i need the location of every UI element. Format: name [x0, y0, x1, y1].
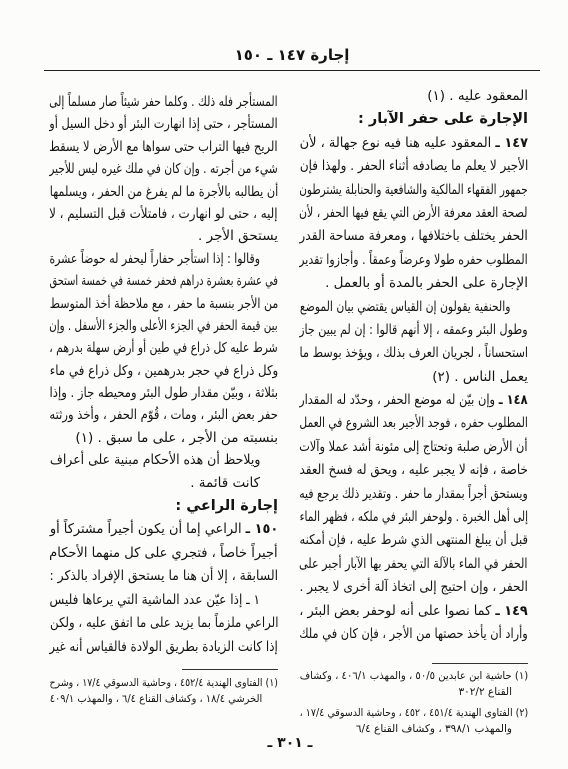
text-line: وأراد أن يأخذ حصتها من الأجر ، فإن كان في ملك	[299, 625, 528, 642]
text-line: لصحة العقد معرفة الأرض التي يقع فيها الحفر ، لأن	[299, 204, 528, 221]
text-line: وكل ذراع في حجر بدرهمين ، وكل ذراع في ماء	[49, 362, 278, 379]
section-number: ١٤٧ ـ	[495, 134, 528, 151]
text-line: الريح فيها التراب حتى سواها مع الأرض لا يسقط	[49, 138, 278, 155]
text-line: قبل أن يبلغ المنتهى الذي شرط عليه ، فإن أمكنه	[299, 532, 528, 549]
text-line: بين قيمة الحفر في الجزء الأعلى والجزء الأسفل . وإن	[49, 317, 278, 334]
text-line: والحنفية يقولون إن القياس يقتضي بيان الموضع	[299, 298, 510, 315]
text-line: السابقة ، إلا أن هنا ما يستحق الإفراد بالذكر :	[49, 568, 278, 585]
footnote-line: (٢) الفتاوى الهندية ٤٥١/٤ ، ٤٥٢ ، وحاشية الدسوقي ١٧/٤ ،	[299, 707, 528, 719]
right-column	[299, 85, 528, 646]
left-column	[49, 91, 278, 494]
text-line: ويلاحظ أن هذه الأحكام مبنية على أعراف	[49, 452, 260, 469]
text-line: إلى أهل الخبرة . ولوحفر البئر في ملكه ، فظهر الماء	[299, 509, 528, 526]
text-line: شيء من أجرته . وإن كان في ملك غيره ليس للأجير	[49, 161, 278, 178]
section-number: ١٤٩ ـ	[495, 602, 528, 619]
text-line: خاصة ، فإنه لا يجبر عليه ، ويحق له فسخ العقد	[299, 462, 528, 479]
text-line: وطول البئر وعمقه ، إلا أنهم قالوا : إن لم يبين جاز	[299, 321, 528, 338]
footnote-separator	[182, 669, 278, 670]
footnote	[299, 668, 528, 700]
footnote	[299, 705, 528, 737]
text-line: جمهور الفقهاء المالكية والشافعية والحنابلة يشترطون	[299, 181, 528, 198]
text-line: كانت قائمة .	[190, 474, 260, 491]
section-number: ١٥٠ ـ	[245, 521, 278, 537]
text-line: الراعي ملزماً بما يزيد على ما اتفق عليه ، ولكن	[49, 615, 278, 632]
footnote-line: القناع ٣٠٢/٢	[458, 686, 512, 698]
footnote-line: (١) الفتاوى الهندية ٤٥٢/٤ ، وحاشية الدسوقي ١٧/٤ ، وشرح	[49, 677, 278, 689]
section-heading: إجارة الراعي :	[175, 498, 278, 514]
text-line: ويستحق أجراً بمقدار ما حفر . وتقدير ذلك يرجع فيه	[299, 485, 528, 502]
text-line: إذا كانت الزيادة بطريق الولادة فالقياس أنه غير	[49, 638, 278, 655]
text-line: المطلوب حفره طولا وعرضاً وعمقاً . وأجازوا تقدير	[299, 251, 528, 268]
section-number: ١٤٨ ـ	[499, 392, 528, 409]
text-line: المستأجر ، حتى إذا انهارت البئر أو دخل السيل أو	[49, 116, 278, 133]
text-line: ١٥٠ ـ الراعي إما أن يكون أجيراً مشتركاً أو	[49, 521, 278, 537]
text-line: بنسبته من الأجر ، على ما سبق . (١)	[75, 429, 278, 446]
footnote-line: الخرشي ١٨/٤ ، وكشاف القناع ٦/٤ ، والمهذب ٤٠٩/١	[49, 693, 262, 705]
text-line: وقالوا : إذا استأجر حفاراً ليحفر له حوضاً عشرة	[49, 250, 260, 267]
text-line: يعمل الناس . (٢)	[432, 368, 528, 385]
footnote	[49, 675, 278, 707]
text-line: يستحق الأجر .	[198, 228, 278, 245]
text-line: ١ ـ إذا عيّن عدد الماشية التي يرعاها فليس	[49, 591, 260, 608]
text-line: إليه ، حتى لو انهارت ، فامتلأت قبل التسليم ، لا	[49, 205, 278, 222]
left-column-heading	[49, 494, 278, 518]
text-line: ١٤٧ ـ المعقود عليه هنا فيه نوع جهالة ، لأن	[299, 134, 528, 151]
text-line: الإجارة على الحفر بالمدة أو بالعمل .	[325, 275, 528, 292]
text-line: أجيراً خاصاً ، فتجري على كل منهما الأحكام	[49, 544, 278, 561]
text-line: أن يطالبه بالأجرة ما لم يفرغ من الحفر ، ويسلمها	[49, 183, 278, 200]
text-line: حفر بعض البئر ، ومات ، قُوّم الحفر ، وأخذ ورثته	[49, 407, 278, 424]
section-heading: الإجارة على حفر الآبار :	[358, 111, 528, 128]
page-number: ـ ٣٠١ ـ	[267, 735, 313, 751]
footnote-line: والمهذب ٣٩٨/١ ، وكشاف القناع ٦/٤	[355, 723, 512, 735]
text-line: استحساناً ، لجريان العرف بذلك ، ويؤخذ بوسط ما	[299, 345, 528, 362]
left-column-lower	[49, 518, 278, 660]
text-line: في عشرة بعشرة دراهم فحفر خمسة في خمسة استحق	[49, 273, 278, 290]
text-line: الحفر يختلف باختلافها ، ومعرفة مساحة القدر	[299, 228, 528, 245]
text-line: الحفر ، وإن احتيج إلى اتخاذ آلة أخرى لا يجبر .	[299, 579, 528, 596]
text-line: بثلاثة ، وبيّن مقدار طول البئر ومحيطه جاز . وإذا	[49, 385, 278, 402]
running-header: إجارة ١٤٧ ـ ١٥٠	[234, 46, 350, 64]
footnote-line: (١) حاشية ابن عابدين ٥٠/٥ ، والمهذب ٤٠٦/١ ، وكشاف	[299, 670, 528, 682]
footnote-separator	[432, 663, 528, 664]
text-line: المعقود عليه . (١)	[427, 88, 528, 104]
text-line: الحفر في الماء بالآلة التي يحفر بها الآبار أجبر على	[299, 555, 528, 572]
text-line: الأجير لا يعلم ما يصادفه أثناء الحفر . ولهذا فإن	[299, 158, 528, 175]
text-line: ١٤٨ ـ وإن بيّن له موضع الحفر ، وحدّد له المقدار	[299, 392, 528, 409]
header-rule	[44, 70, 540, 71]
text-line: شرط عليه كل ذراع في طين أو أرض سهلة بدرهم ،	[49, 340, 278, 357]
text-line: من الأجر بنسبة ما حفر ، مع ملاحظة أخذ المتوسط	[49, 295, 278, 312]
text-line: المطلوب حفره ، فوجد الأجير بعد الشروع في العمل	[299, 415, 528, 432]
text-line: ١٤٩ ـ كما نصوا على أنه لوحفر بعض البئر ،	[299, 602, 528, 619]
text-line: أن الأرض صلبة وتحتاج إلى مئونة أشد عملا وآلات	[299, 438, 528, 455]
text-line: المستأجر فله ذلك . وكلما حفر شيئاً صار مسلماً إلى	[49, 94, 278, 110]
